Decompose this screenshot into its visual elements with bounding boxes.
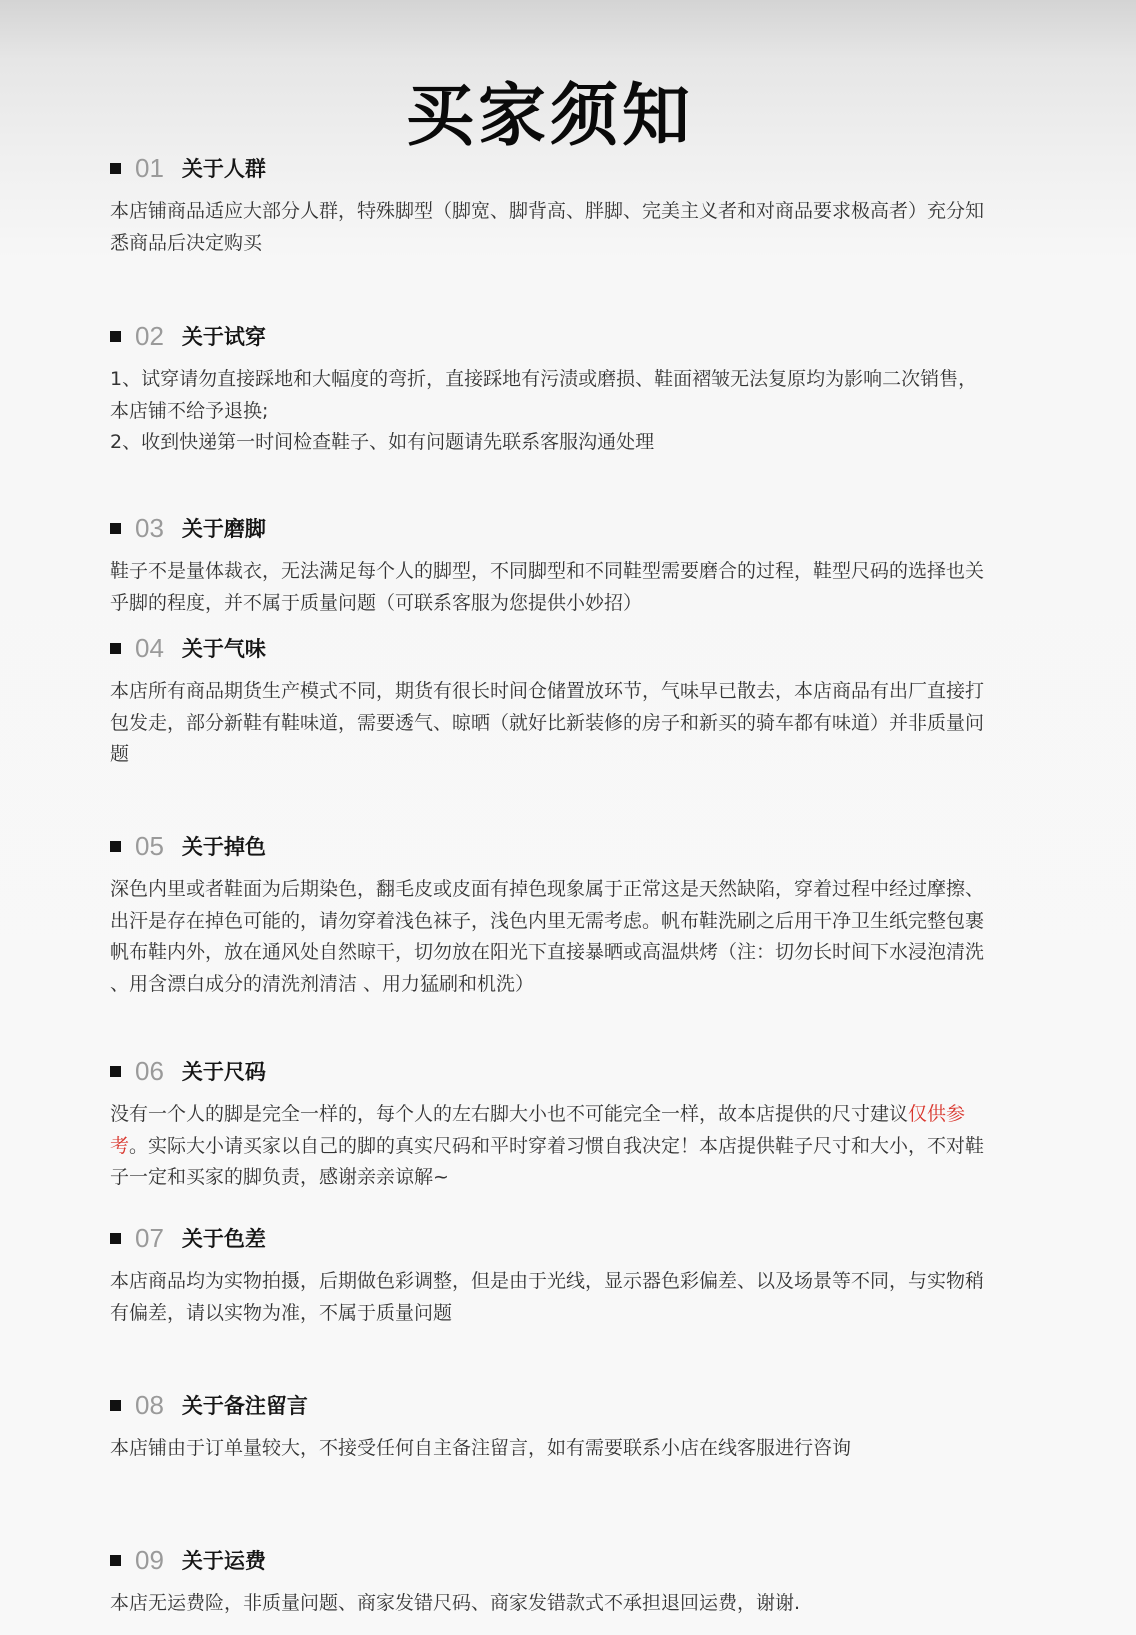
section-text: 1、试穿请勿直接踩地和大幅度的弯折，直接踩地有污渍或磨损、鞋面褶皱无法复原均为影响二次销售，本店铺不给予退换;	[110, 368, 978, 422]
section-body	[110, 1588, 990, 1620]
section-title: 关于气味	[181, 637, 266, 661]
section-header	[110, 1055, 990, 1087]
section-fading	[110, 830, 990, 1000]
section-body	[110, 196, 990, 259]
section-body	[110, 676, 990, 771]
section-number: 06	[135, 1055, 164, 1086]
section-header	[110, 830, 990, 862]
section-text: 本店铺商品适应大部分人群，特殊脚型（脚宽、脚背高、胖脚、完美主义者和对商品要求极高者）充分知悉商品后决定购买	[110, 200, 985, 254]
section-number: 08	[135, 1389, 164, 1420]
section-title: 关于运费	[181, 1549, 266, 1573]
section-odor	[110, 632, 990, 771]
section-text: 本店铺由于订单量较大，不接受任何自主备注留言，如有需要联系小店在线客服进行咨询	[110, 1437, 852, 1459]
section-body	[110, 1266, 990, 1329]
section-header	[110, 152, 990, 184]
section-number: 07	[135, 1222, 164, 1253]
section-header	[110, 320, 990, 352]
section-foot-rubbing	[110, 512, 990, 619]
section-title: 关于尺码	[181, 1060, 266, 1084]
square-bullet-icon	[110, 1066, 121, 1077]
section-text: 深色内里或者鞋面为后期染色，翻毛皮或皮面有掉色现象属于正常这是天然缺陷，穿着过程中经过摩擦、出汗是存在掉色可能的，请勿穿着浅色袜子，浅色内里无需考虑。帆布鞋洗刷之后用干净卫生纸完整包裹帆布鞋内外，放在通风处自然晾干，切勿放在阳光下直接暴晒或高温烘烤（注：切勿长时间下水浸泡清洗 、用含漂白成分的清洗剂清洁 、用力猛刷和机洗）	[110, 878, 985, 995]
section-body	[110, 556, 990, 619]
section-shipping	[110, 1544, 990, 1620]
section-number: 04	[135, 632, 164, 663]
section-text: 2、收到快递第一时间检查鞋子、如有问题请先联系客服沟通处理	[110, 431, 655, 453]
section-header	[110, 1389, 990, 1421]
section-number: 01	[135, 152, 164, 183]
section-color-difference	[110, 1222, 990, 1329]
square-bullet-icon	[110, 163, 121, 174]
square-bullet-icon	[110, 331, 121, 342]
section-header	[110, 1222, 990, 1254]
section-title: 关于磨脚	[181, 517, 266, 541]
square-bullet-icon	[110, 643, 121, 654]
section-text-before: 没有一个人的脚是完全一样的，每个人的左右脚大小也不可能完全一样，故本店提供的尺寸建议	[110, 1103, 909, 1125]
square-bullet-icon	[110, 1233, 121, 1244]
section-number: 02	[135, 320, 164, 351]
section-title: 关于备注留言	[181, 1394, 308, 1418]
section-text: 本店所有商品期货生产模式不同，期货有很长时间仓储置放环节，气味早已散去，本店商品有出厂直接打包发走，部分新鞋有鞋味道，需要透气、晾晒（就好比新装修的房子和新买的骑车都有味道）并非质量问题	[110, 680, 985, 765]
highlight-text: 仅供参考	[110, 1103, 966, 1157]
square-bullet-icon	[110, 523, 121, 534]
section-text: 本店无运费险，非质量问题、商家发错尺码、商家发错款式不承担退回运费，谢谢.	[110, 1592, 801, 1614]
section-number: 03	[135, 512, 164, 543]
section-body	[110, 874, 990, 1000]
section-body	[110, 1099, 990, 1194]
section-header	[110, 512, 990, 544]
square-bullet-icon	[110, 841, 121, 852]
section-order-notes	[110, 1389, 990, 1465]
section-title: 关于色差	[181, 1227, 266, 1251]
section-body	[110, 1433, 990, 1465]
section-header	[110, 632, 990, 664]
page-title: 买家须知	[405, 77, 694, 156]
square-bullet-icon	[110, 1555, 121, 1566]
section-number: 09	[135, 1544, 164, 1575]
square-bullet-icon	[110, 1400, 121, 1411]
section-crowd	[110, 152, 990, 259]
section-size	[110, 1055, 990, 1194]
section-try-on	[110, 320, 990, 459]
section-text	[110, 1099, 990, 1194]
section-header	[110, 1544, 990, 1576]
section-body	[110, 364, 990, 459]
section-text: 鞋子不是量体裁衣，无法满足每个人的脚型，不同脚型和不同鞋型需要磨合的过程，鞋型尺码的选择也关乎脚的程度，并不属于质量问题（可联系客服为您提供小妙招）	[110, 560, 985, 614]
section-text-after: 。实际大小请买家以自己的脚的真实尺码和平时穿着习惯自我决定！本店提供鞋子尺寸和大小，不对鞋子一定和买家的脚负责，感谢亲亲谅解~	[110, 1134, 985, 1188]
section-title: 关于人群	[181, 157, 266, 181]
section-text: 本店商品均为实物拍摄，后期做色彩调整，但是由于光线，显示器色彩偏差、以及场景等不同，与实物稍有偏差，请以实物为准，不属于质量问题	[110, 1270, 985, 1324]
section-title: 关于掉色	[181, 835, 266, 859]
section-number: 05	[135, 830, 164, 861]
section-title: 关于试穿	[181, 325, 266, 349]
